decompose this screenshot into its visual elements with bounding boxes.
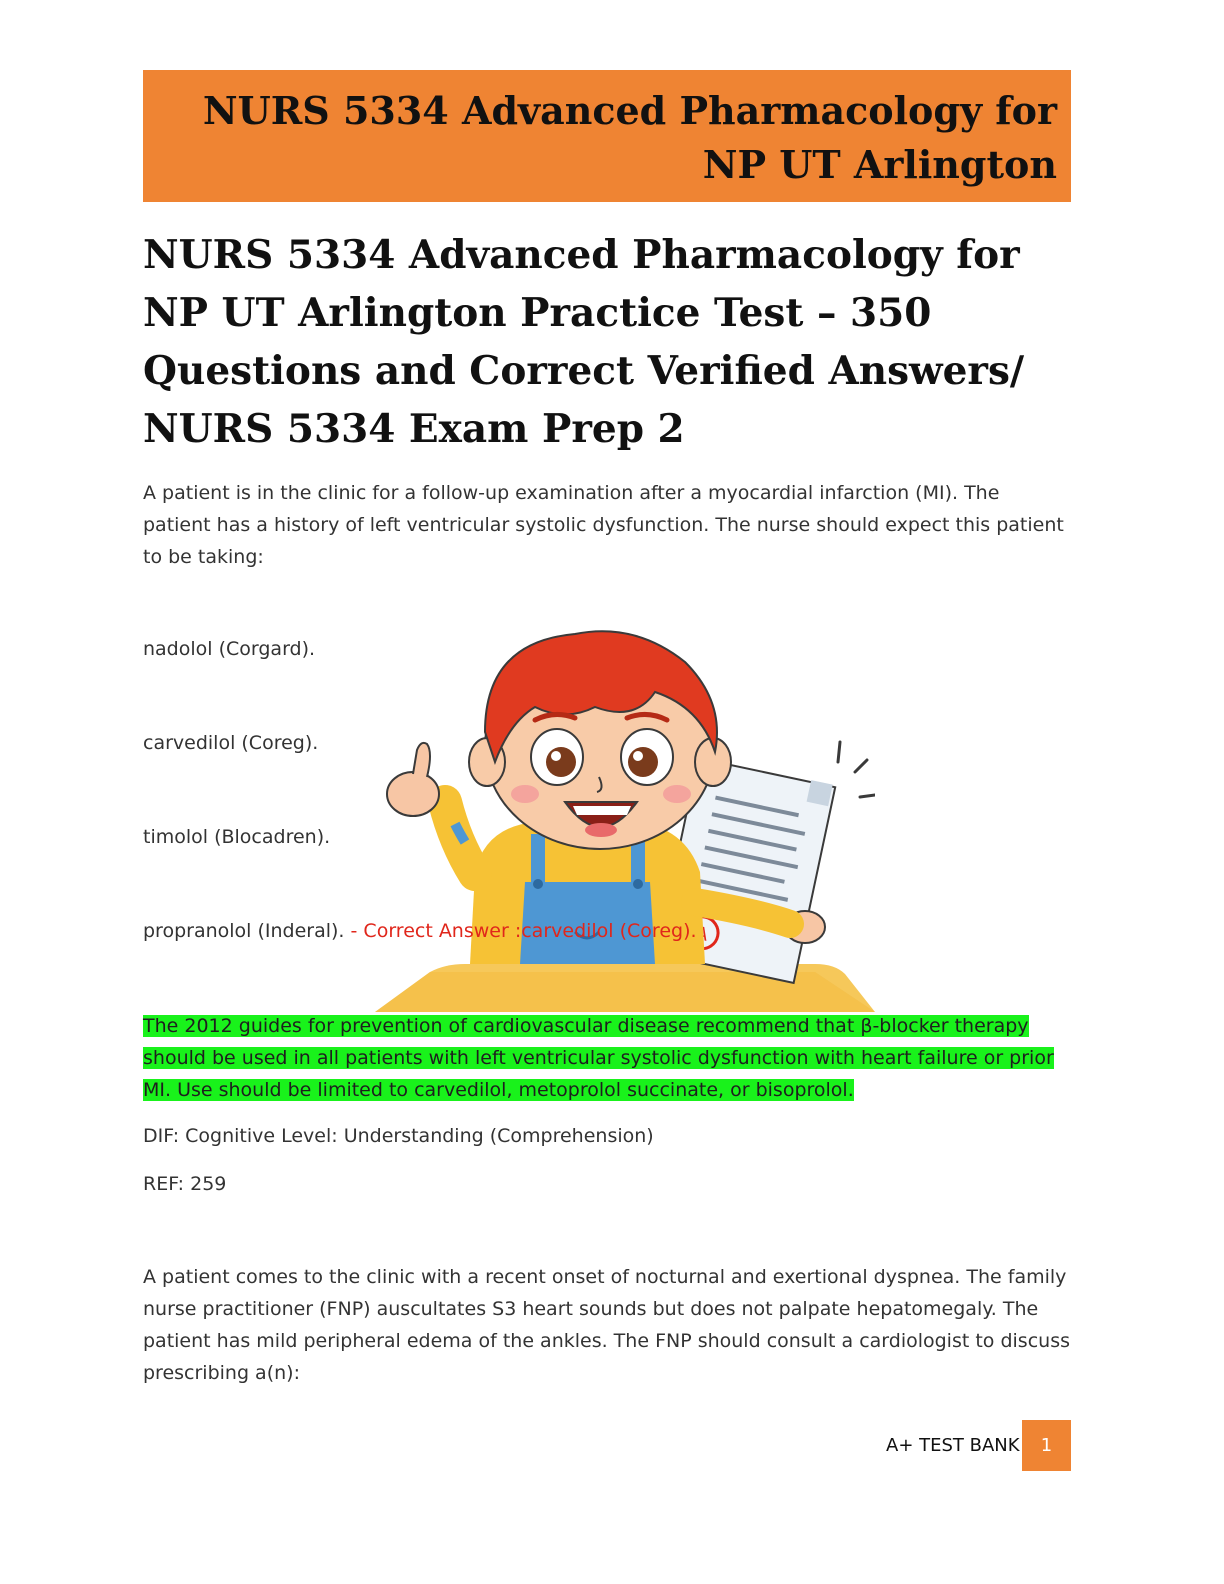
header-banner-line-1: NURS 5334 Advanced Pharmacology for (202, 88, 1057, 133)
page-number: 1 (1022, 1420, 1071, 1471)
answer-option-4: propranolol (Inderal). (143, 920, 345, 942)
document-title: NURS 5334 Advanced Pharmacology for NP UT Arlington Practice Test – 350 Questions and Correct Verified Answers/ NURS 5334 Exam Prep 2 (143, 232, 1025, 452)
question-2-stem: A patient comes to the clinic with a recent onset of nocturnal and exertional dyspnea. The family nurse practitioner (FNP) auscultates S3 heart sounds but does not palpate hepatomegaly. The patient has mild peripheral edema of the ankles. The FNP should consult a cardiologist to discuss prescribing a(n): (143, 1266, 1070, 1384)
answer-option-1: nadolol (Corgard). (143, 638, 316, 660)
rationale-paragraph (143, 1010, 1063, 1106)
cartoon-boy-thumbs-up-with-test-paper-icon (335, 612, 875, 1012)
answer-option-2: carvedilol (Coreg). (143, 732, 319, 754)
header-banner (143, 70, 1071, 202)
correct-answer: - Correct Answer :carvedilol (Coreg). (350, 920, 697, 942)
answer-option-3: timolol (Blocadren). (143, 826, 331, 848)
answer-option-4-with-correct-answer (143, 916, 697, 946)
rationale-highlight: The 2012 guides for prevention of cardiovascular disease recommend that β-blocker therapy should be used in all patients with left ventricular systolic dysfunction with heart failure or prior MI. Use should be limited to carvedilol, metoprolol succinate, or bisoprolol. (143, 1015, 1054, 1101)
question-1-stem: A patient is in the clinic for a follow-up examination after a myocardial infarction (MI). The patient has a history of left ventricular systolic dysfunction. The nurse should expect this patient to be taking: (143, 482, 1064, 568)
footer-label: A+ TEST BANK (886, 1435, 1020, 1456)
reference: REF: 259 (143, 1173, 227, 1195)
header-banner-line-2: NP UT Arlington (702, 142, 1057, 187)
difficulty-level: DIF: Cognitive Level: Understanding (Comprehension) (143, 1125, 654, 1147)
